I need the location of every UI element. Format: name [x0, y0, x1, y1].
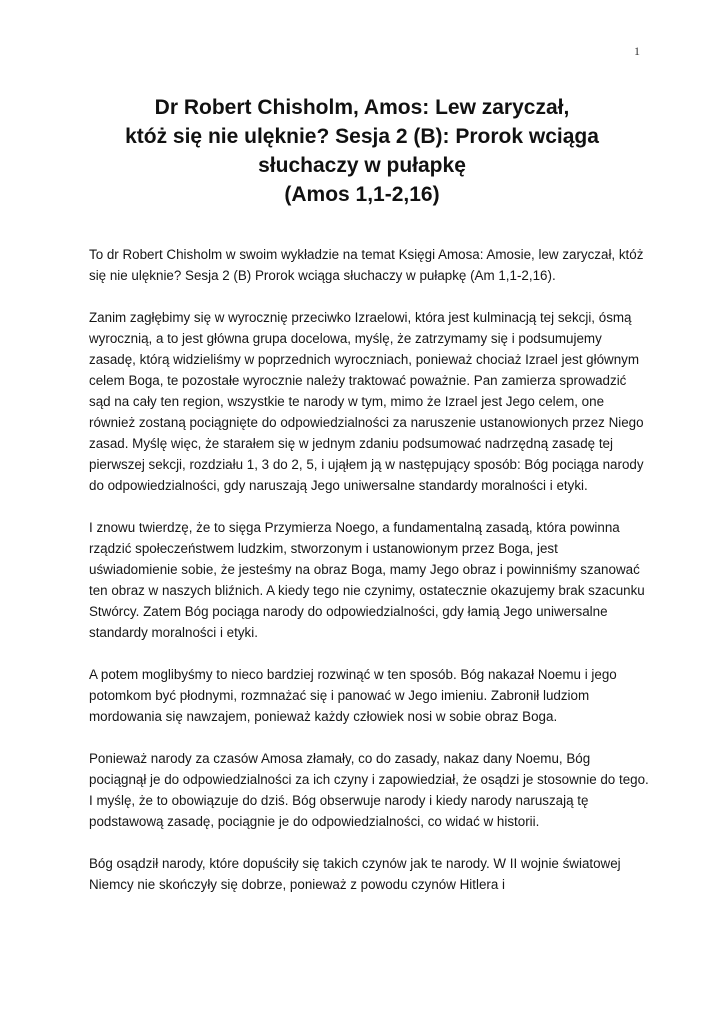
paragraph: Zanim zagłębimy się w wyrocznię przeciwko Izraelowi, która jest kulminacją tej sekcji, ósmą wyrocznią, a to jest główna grupa docelowa, myślę, że zatrzymamy się i podsumujemy zasadę, którą widzieliśmy w poprzednich wyroczniach, ponieważ chociaż Izrael jest głównym celem Boga, te pozostałe wyrocznie należy traktować poważnie. Pan zamierza sprowadzić sąd na cały ten region, wszystkie te narody w tym, mimo że Izrael jest Jego celem, one również zostaną pociągnięte do odpowiedzialności za naruszenie ustanowionych przez Niego zasad. Myślę więc, że starałem się w jednym zdaniu podsumować nadrzędną zasadę tej pierwszej sekcji, rozdziału 1, 3 do 2, 5, i ująłem ją w następujący sposób: Bóg pociąga narody do odpowiedzialności, gdy naruszają Jego uniwersalne standardy moralności i etyki. [89, 310, 644, 493]
title-line-3: słuchaczy w pułapkę [258, 154, 466, 177]
paragraph: To dr Robert Chisholm w swoim wykładzie na temat Księgi Amosa: Amosie, lew zaryczał, któż się nie ulęknie? Sesja 2 (B) Prorok wciąga słuchaczy w pułapkę (Am 1,1-2,16). [89, 247, 644, 283]
title-line-2: któż się nie ulęknie? Sesja 2 (B): Prorok wciąga [125, 125, 599, 148]
paragraph: Bóg osądził narody, które dopuściły się takich czynów jak te narody. W II wojnie światowej Niemcy nie skończyły się dobrze, ponieważ z powodu czynów Hitlera i [89, 856, 621, 892]
paragraph: A potem moglibyśmy to nieco bardziej rozwinąć w ten sposób. Bóg nakazał Noemu i jego potomkom być płodnymi, rozmnażać się i panować w Jego imieniu. Zabronił ludziom mordowania się nawzajem, ponieważ każdy człowiek nosi w sobie obraz Boga. [89, 667, 617, 724]
paragraph: Ponieważ narody za czasów Amosa złamały, co do zasady, nakaz dany Noemu, Bóg pociągnął je do odpowiedzialności za ich czyny i zapowiedział, że osądzi je stosownie do tego. I myślę, że to obowiązuje do dziś. Bóg obserwuje narody i kiedy narody naruszają tę podstawową zasadę, pociągnie je do odpowiedzialności, co widać w historii. [89, 751, 649, 829]
page-number: 1 [634, 44, 640, 58]
title-line-4: (Amos 1,1-2,16) [284, 183, 440, 206]
paragraph: I znowu twierdzę, że to sięga Przymierza Noego, a fundamentalną zasadą, która powinna rządzić społeczeństwem ludzkim, stworzonym i ustanowionym przez Boga, jest uświadomienie sobie, że jesteśmy na obraz Boga, mamy Jego obraz i powinniśmy szanować ten obraz w naszych bliźnich. A kiedy tego nie czynimy, ostatecznie okazujemy brak szacunku Stwórcy. Zatem Bóg pociąga narody do odpowiedzialności, gdy łamią Jego uniwersalne standardy moralności i etyki. [89, 520, 645, 640]
title-line-1: Dr Robert Chisholm, Amos: Lew zaryczał, [154, 96, 570, 119]
document-title [60, 93, 664, 209]
document-body [89, 244, 649, 916]
